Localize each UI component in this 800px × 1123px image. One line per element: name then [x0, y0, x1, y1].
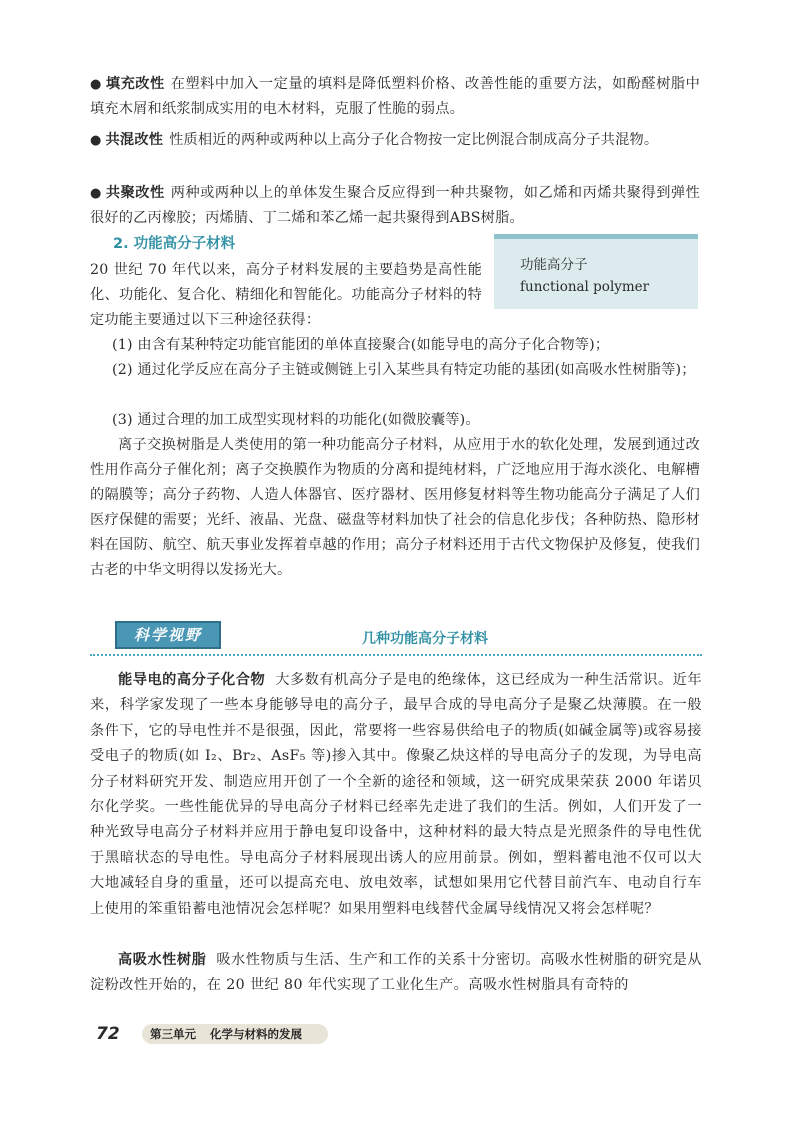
method-item-2: (2) 通过化学反应在高分子主链或侧链上引入某些具有特定功能的基团(如高吸水性树脂等)； [112, 362, 696, 378]
science-banner: 科学视野 [115, 621, 221, 649]
bullet-dot-icon: ● [90, 186, 102, 201]
footer-unit: 第三单元 [150, 1027, 196, 1041]
paragraph-lead: 能导电的高分子化合物 [118, 672, 266, 688]
method-item-3: (3) 通过合理的加工成型实现材料的功能化(如微胶囊等)。 [112, 412, 480, 428]
bullet-fill-modification: ● 填充改性 在塑料中加入一定量的填料是降低塑料价格、改善性能的重要方法，如酚醛树脂中填充木屑和纸浆制成实用的电木材料，克服了性脆的弱点。 [90, 76, 701, 117]
paragraph-lead: 高吸水性树脂 [118, 952, 207, 968]
bullet-dot-icon: ● [90, 77, 102, 92]
footer-unit-label [142, 1024, 328, 1044]
science-paragraph-conductive: 能导电的高分子化合物 大多数有机高分子是电的绝缘体，这已经成为一种生活常识。近年来，科学家发现了一些本身能够导电的高分子，最早合成的导电高分子是聚乙炔薄膜。在一般条件下，它的导电性并不是很强，因此，常要将一些容易供给电子的物质(如碱金属等)或容易接受电子的物质(如 I₂、Br₂、AsF₅ 等)掺入其中。像聚乙炔这样的导电高分子的发现，为导电高分子材料研究开发、制造应用开创了一个全新的途径和领域，这一研究成果荣获 2000 年诺贝尔化学奖。一些性能优异的导电高分子材料已经率先走进了我们的生活。例如，人们开发了一种光致导电高分子材料并应用于静电复印设备中，这种材料的最大特点是光照条件的导电性优于黑暗状态的导电性。导电高分子材料展现出诱人的应用前景。例如，塑料蓄电池不仅可以大大地减轻自身的重量，还可以提高充电、放电效率，试想如果用它代替目前汽车、电动自行车上使用的笨重铅蓄电池情况会怎样呢？如果用塑料电线替代金属导线情况又将会怎样呢？ [90, 672, 702, 917]
term-english: functional polymer [520, 279, 650, 295]
bullet-copolymer-modification: ● 共聚改性 两种或两种以上的单体发生聚合反应得到一种共聚物，如乙烯和丙烯共聚得到弹性很好的乙丙橡胶；丙烯腈、丁二烯和苯乙烯一起共聚得到ABS树脂。 [90, 185, 701, 226]
bullet-dot-icon: ● [90, 133, 102, 148]
section-heading: 2. 功能高分子材料 [113, 236, 236, 252]
section-body: 离子交换树脂是人类使用的第一种功能高分子材料，从应用于水的软化处理，发展到通过改性用作高分子催化剂；离子交换膜作为物质的分离和提纯材料，广泛地应用于海水淡化、电解槽的隔膜等；高分子药物、人造人体器官、医疗器材、医用修复材料等生物功能高分子满足了人们医疗保健的需要；光纤、液晶、光盘、磁盘等材料加快了社会的信息化步伐；各种防热、隐形材料在国防、航空、航天事业发挥着卓越的作用；高分子材料还用于古代文物保护及修复，使我们古老的中华文明得以发扬光大。 [90, 437, 700, 578]
dotted-divider [90, 654, 702, 656]
term-chinese: 功能高分子 [520, 257, 588, 273]
science-title: 几种功能高分子材料 [362, 631, 488, 647]
bullet-blend-modification: ● 共混改性 性质相近的两种或两种以上高分子化合物按一定比例混合制成高分子共混物。 [90, 132, 659, 148]
page-number: 72 [96, 1024, 120, 1044]
method-item-1: (1) 由含有某种特定功能官能团的单体直接聚合(如能导电的高分子化合物等)； [112, 337, 610, 353]
section-intro: 20 世纪 70 年代以来，高分子材料发展的主要趋势是高性能化、功能化、复合化、精细化和智能化。功能高分子材料的特定功能主要通过以下三种途径获得： [90, 262, 482, 328]
footer-unit-title: 化学与材料的发展 [210, 1027, 302, 1041]
science-paragraph-absorbent: 高吸水性树脂 吸水性物质与生活、生产和工作的关系十分密切。高吸水性树脂的研究是从淀粉改性开始的，在 20 世纪 80 年代实现了工业化生产。高吸水性树脂具有奇特的 [90, 952, 702, 994]
term-box [494, 234, 698, 309]
